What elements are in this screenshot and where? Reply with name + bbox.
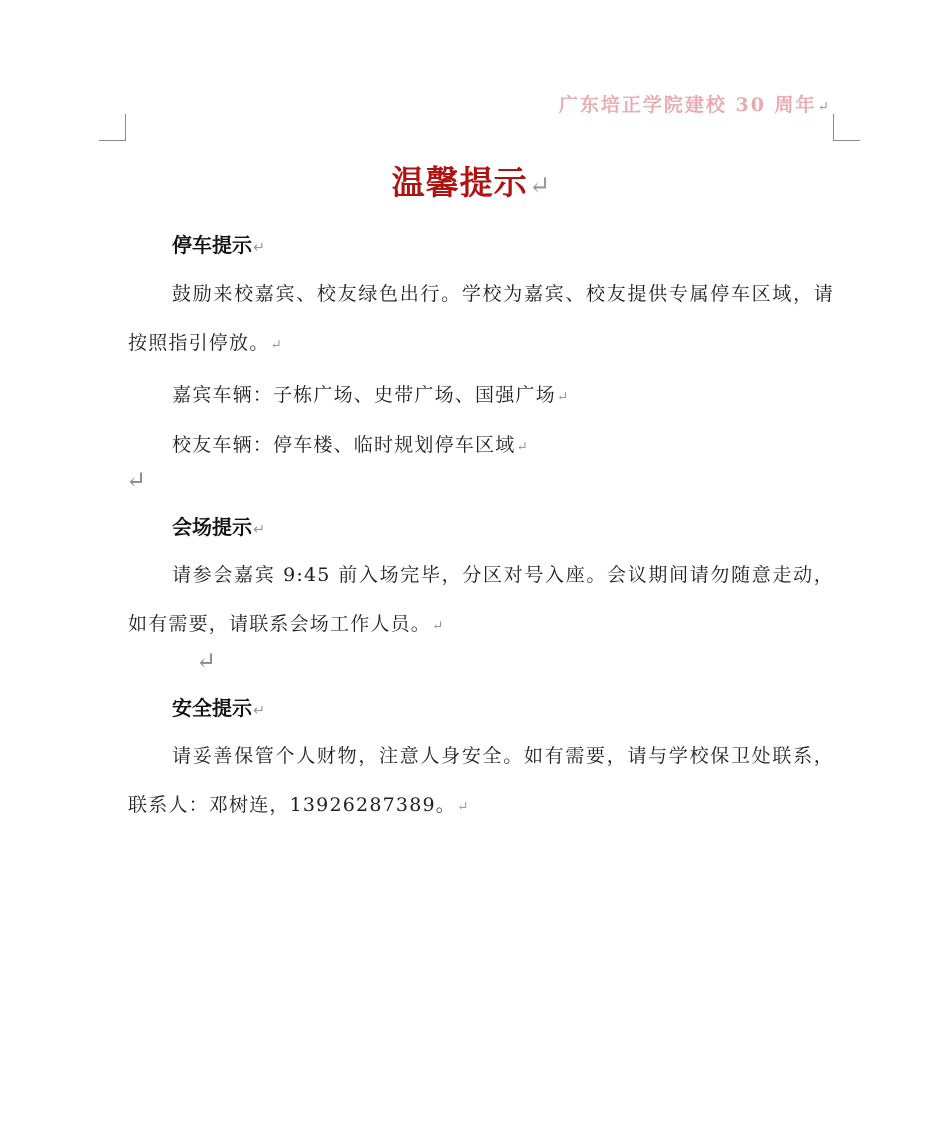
margin-corner-right — [833, 114, 860, 141]
paragraph-mark-icon: ↵ — [432, 618, 445, 634]
paragraph-mark-icon: ↵ — [817, 99, 831, 115]
section-heading-venue — [172, 511, 265, 540]
page-title — [0, 157, 943, 204]
empty-paragraph-mark-icon: ↵ — [126, 466, 147, 494]
section-heading-text: 会场提示 — [172, 515, 252, 539]
paragraph-parking — [128, 270, 834, 370]
line-text: 校友车辆：停车楼、临时规划停车区域 — [172, 434, 516, 456]
header-note — [559, 90, 831, 117]
header-note-text: 广东培正学院建校 30 周年 — [558, 94, 817, 116]
paragraph-mark-icon: ↵ — [516, 439, 530, 455]
paragraph-mark-icon: ↵ — [456, 799, 470, 815]
paragraph-mark-icon: ↵ — [253, 522, 266, 538]
paragraph-mark-icon: ↵ — [253, 703, 266, 719]
margin-corner-left — [99, 114, 126, 141]
section-heading-text: 停车提示 — [172, 233, 252, 257]
paragraph-safety — [128, 732, 834, 832]
alumni-parking-line — [172, 430, 529, 457]
section-heading-safety — [172, 692, 265, 721]
paragraph-text: 鼓励来校嘉宾、校友绿色出行。学校为嘉宾、校友提供专属停车区域，请按照指引停放。 — [128, 283, 834, 354]
section-heading-parking — [172, 229, 265, 258]
page-title-text: 温馨提示 — [391, 163, 528, 202]
section-heading-text: 安全提示 — [172, 696, 252, 720]
paragraph-venue — [128, 551, 834, 651]
empty-paragraph-mark-icon: ↵ — [196, 647, 217, 675]
paragraph-text: 请妥善保管个人财物，注意人身安全。如有需要，请与学校保卫处联系，联系人：邓树连，13926287389。 — [128, 745, 834, 816]
paragraph-text: 请参会嘉宾 9:45 前入场完毕，分区对号入座。会议期间请勿随意走动，如有需要，请联系会场工作人员。 — [128, 564, 834, 635]
paragraph-mark-icon: ↵ — [528, 171, 552, 201]
paragraph-mark-icon: ↵ — [253, 240, 266, 256]
line-text: 嘉宾车辆：子栋广场、史带广场、国强广场 — [172, 384, 556, 406]
paragraph-mark-icon: ↵ — [556, 389, 570, 405]
guest-parking-line — [172, 380, 569, 407]
paragraph-mark-icon: ↵ — [270, 337, 284, 353]
